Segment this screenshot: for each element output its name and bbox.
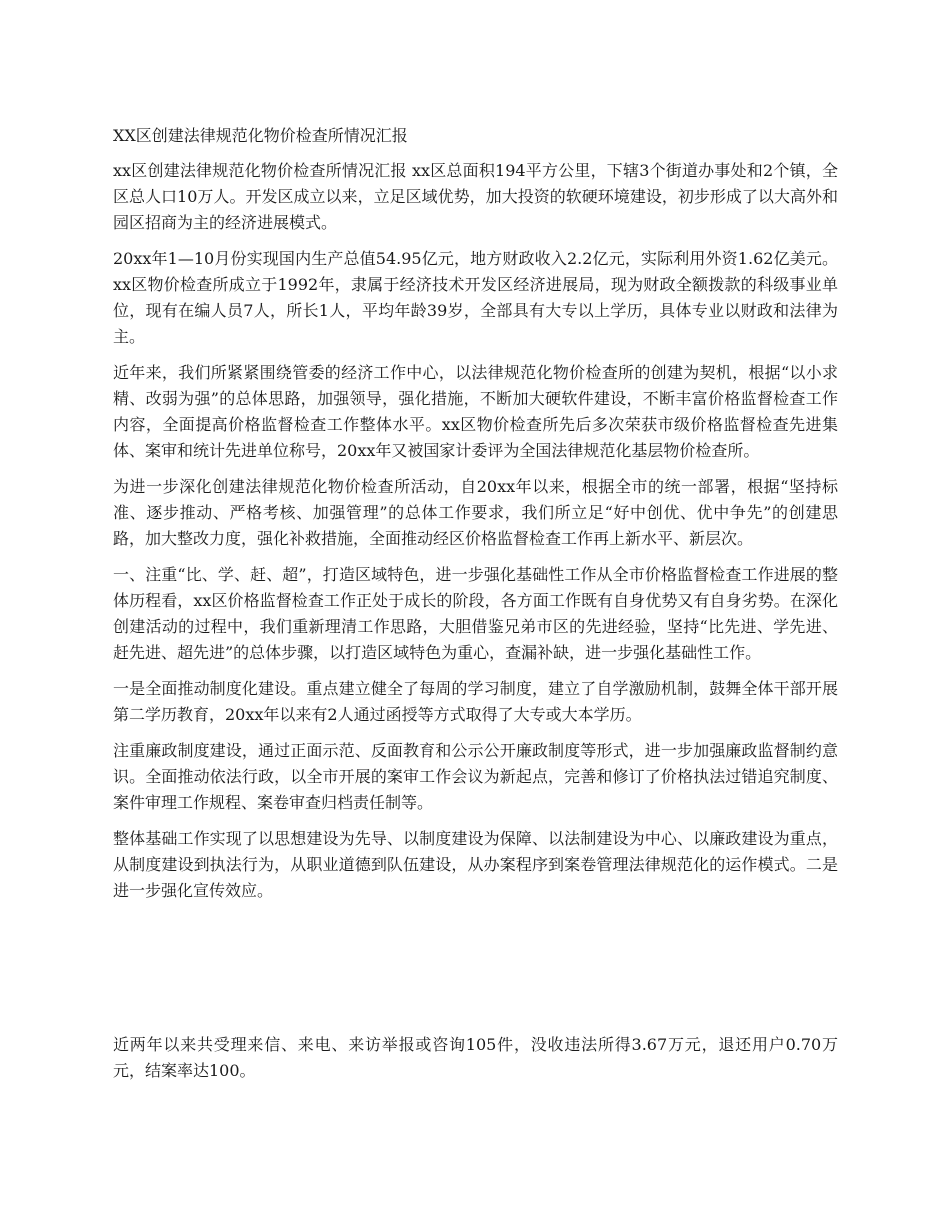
paragraph-integrity: 注重廉政制度建设，通过正面示范、反面教育和公示公开廉政制度等形式，进一步加强廉政监督制约意识。全面推动依法行政，以全市开展的案审工作会议为新起点，完善和修订了价格执法过错追究制度、案件审理工作规程、案卷审查归档责任制等。	[113, 741, 838, 812]
paragraph-foundation: 整体基础工作实现了以思想建设为先导、以制度建设为保障、以法制建设为中心、以廉政建设为重点，从制度建设到执法行为，从职业道德到队伍建设，从办案程序到案卷管理法律规范化的运作模式。二是进一步强化宣传效应。	[113, 829, 838, 900]
paragraph-intro: xx区创建法律规范化物价检查所情况汇报 xx区总面积194平方公里，下辖3个街道办事处和2个镇，全区总人口10万人。开发区成立以来，立足区域优势，加大投资的软硬环境建设，初步形成了以大高外和园区招商为主的经济进展模式。	[113, 161, 838, 232]
paragraph-institution: 一是全面推动制度化建设。重点建立健全了每周的学习制度，建立了自学激励机制，鼓舞全体干部开展第二学历教育，20xx年以来有2人通过函授等方式取得了大专或大本学历。	[113, 679, 838, 724]
paragraph-recent-years: 近年来，我们所紧紧围绕管委的经济工作中心，以法律规范化物价检查所的创建为契机，根据“以小求精、改弱为强”的总体思路，加强领导，强化措施，不断加大硬软件建设，不断丰富价格监督检查工作内容，全面提高价格监督检查工作整体水平。xx区物价检查所先后多次荣获市级价格监督检查先进集体、案审和统计先进单位称号，20xx年又被国家计委评为全国法律规范化基层物价检查所。	[113, 363, 838, 460]
paragraph-deepening: 为进一步深化创建法律规范化物价检查所活动，自20xx年以来，根据全市的统一部署，根据“坚持标准、逐步推动、严格考核、加强管理”的总体工作要求，我们所立足“好中创优、优中争先”的创建思路，加大整改力度，强化补救措施，全面推动经区价格监督检查工作再上新水平、新层次。	[113, 477, 838, 548]
paragraph-complaints: 近两年以来共受理来信、来电、来访举报或咨询105件，没收违法所得3.67万元，退还用户0.70万元，结案率达100。	[113, 1035, 838, 1080]
paragraph-section-one: 一、注重“比、学、赶、超”，打造区域特色，进一步强化基础性工作从全市价格监督检查工作进展的整体历程看，xx区价格监督检查工作正处于成长的阶段，各方面工作既有自身优势又有自身劣势。在深化创建活动的过程中，我们重新理清工作思路，大胆借鉴兄弟市区的先进经验，坚持“比先进、学先进、赶先进、超先进”的总体步骤，以打造区域特色为重心，查漏补缺，进一步强化基础性工作。	[113, 565, 838, 662]
blank-space	[113, 914, 838, 1032]
document-title: XX区创建法律规范化物价检查所情况汇报	[113, 126, 408, 145]
paragraph-economy: 20xx年1—10月份实现国内生产总值54.95亿元，地方财政收入2.2亿元，实际利用外资1.62亿美元。xx区物价检查所成立于1992年，隶属于经济技术开发区经济进展局，现为财政全额拨款的科级事业单位，现有在编人员7人，所长1人，平均年龄39岁，全部具有大专以上学历，具体专业以财政和法律为主。	[113, 249, 838, 346]
document-body	[113, 122, 838, 1094]
